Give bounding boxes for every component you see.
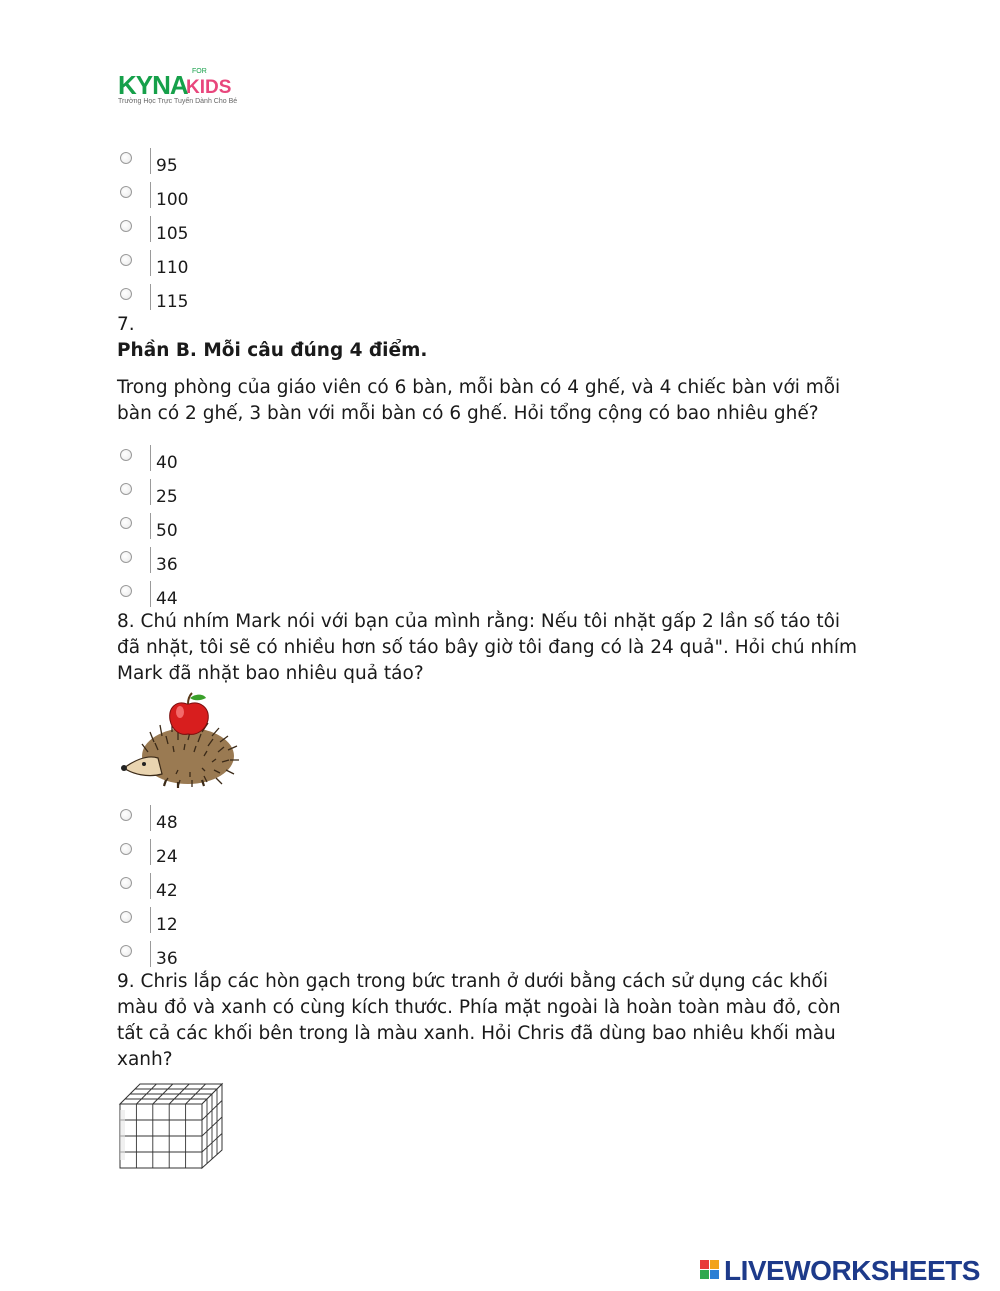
radio-button[interactable] [120, 517, 132, 529]
q9-text-line-3: tất cả các khối bên trong là màu xanh. Hỏi Chris đã dùng bao nhiêu khối màu [117, 1023, 836, 1044]
option-label: 105 [156, 224, 189, 244]
option-label: 24 [156, 847, 178, 867]
option-label: 40 [156, 453, 178, 473]
radio-button[interactable] [120, 288, 132, 300]
logo-tagline: Trường Học Trực Tuyến Dành Cho Bé [118, 98, 238, 105]
q6-option-3[interactable] [120, 216, 320, 246]
radio-button[interactable] [120, 152, 132, 164]
option-separator [150, 805, 151, 831]
q6-option-5[interactable] [120, 284, 320, 314]
brick-cube-image [118, 1082, 228, 1172]
radio-button[interactable] [120, 809, 132, 821]
hedgehog-with-apple-image [118, 692, 240, 790]
option-label: 42 [156, 881, 178, 901]
option-separator [150, 907, 151, 933]
radio-button[interactable] [120, 945, 132, 957]
option-separator [150, 216, 151, 242]
option-separator [150, 941, 151, 967]
q8-option-5[interactable] [120, 941, 320, 971]
option-separator [150, 250, 151, 276]
logo-block-red [700, 1260, 709, 1269]
radio-button[interactable] [120, 911, 132, 923]
q7-option-5[interactable] [120, 581, 320, 611]
option-separator [150, 148, 151, 174]
kyna-logo [118, 70, 248, 110]
q8-option-3[interactable] [120, 873, 320, 903]
q8-text-line-1: 8. Chú nhím Mark nói với bạn của mình rằng: Nếu tôi nhặt gấp 2 lần số táo tôi [117, 611, 841, 632]
apple [170, 693, 209, 734]
option-separator [150, 581, 151, 607]
option-label: 36 [156, 949, 178, 969]
q6-option-1[interactable] [120, 148, 320, 178]
radio-button[interactable] [120, 186, 132, 198]
q9-text-line-4: xanh? [117, 1049, 173, 1070]
option-separator [150, 513, 151, 539]
q6-option-4[interactable] [120, 250, 320, 280]
option-label: 36 [156, 555, 178, 575]
q8-option-4[interactable] [120, 907, 320, 937]
radio-button[interactable] [120, 449, 132, 461]
q7-text-line-1: Trong phòng của giáo viên có 6 bàn, mỗi bàn có 4 ghế, và 4 chiếc bàn với mỗi [117, 377, 841, 398]
radio-button[interactable] [120, 877, 132, 889]
option-label: 25 [156, 487, 178, 507]
radio-button[interactable] [120, 483, 132, 495]
q7-option-4[interactable] [120, 547, 320, 577]
option-label: 12 [156, 915, 178, 935]
option-separator [150, 839, 151, 865]
option-label: 95 [156, 156, 178, 176]
radio-button[interactable] [120, 254, 132, 266]
q8-text-line-2: đã nhặt, tôi sẽ có nhiều hơn số táo bây giờ tôi đang có là 24 quả". Hỏi chú nhím [117, 637, 858, 658]
option-label: 44 [156, 589, 178, 609]
q9-text-line-2: màu đỏ và xanh có cùng kích thước. Phía mặt ngoài là hoàn toàn màu đỏ, còn [117, 997, 841, 1018]
logo-for-text: FOR [192, 68, 207, 75]
option-label: 100 [156, 190, 189, 210]
radio-button[interactable] [120, 220, 132, 232]
logo-kyna-text: KYNA [118, 70, 188, 100]
section-b-heading: Phần B. Mỗi câu đúng 4 điểm. [117, 340, 428, 361]
option-separator [150, 479, 151, 505]
q7-option-3[interactable] [120, 513, 320, 543]
q6-option-2[interactable] [120, 182, 320, 212]
option-label: 50 [156, 521, 178, 541]
option-separator [150, 873, 151, 899]
radio-button[interactable] [120, 843, 132, 855]
radio-button[interactable] [120, 551, 132, 563]
option-separator [150, 284, 151, 310]
q8-option-2[interactable] [120, 839, 320, 869]
q7-text-line-2: bàn có 2 ghế, 3 bàn với mỗi bàn có 6 ghế. Hỏi tổng cộng có bao nhiêu ghế? [117, 403, 819, 424]
q7-option-2[interactable] [120, 479, 320, 509]
logo-block-orange [710, 1260, 719, 1269]
q7-option-1[interactable] [120, 445, 320, 475]
option-label: 48 [156, 813, 178, 833]
option-separator [150, 547, 151, 573]
option-label: 115 [156, 292, 189, 312]
q9-text-line-1: 9. Chris lắp các hòn gạch trong bức tranh ở dưới bằng cách sử dụng các khối [117, 971, 829, 992]
option-label: 110 [156, 258, 189, 278]
cube-shadow [120, 1110, 125, 1160]
logo-kids-text: KIDS [186, 77, 232, 98]
option-separator [150, 445, 151, 471]
liveworksheets-text: LIVEWORKSHEETS [724, 1255, 980, 1286]
q7-number: 7. [117, 314, 135, 335]
logo-block-blue [710, 1270, 719, 1279]
option-separator [150, 182, 151, 208]
q8-option-1[interactable] [120, 805, 320, 835]
q8-text-line-3: Mark đã nhặt bao nhiêu quả táo? [117, 663, 424, 684]
logo-block-green [700, 1270, 709, 1279]
radio-button[interactable] [120, 585, 132, 597]
